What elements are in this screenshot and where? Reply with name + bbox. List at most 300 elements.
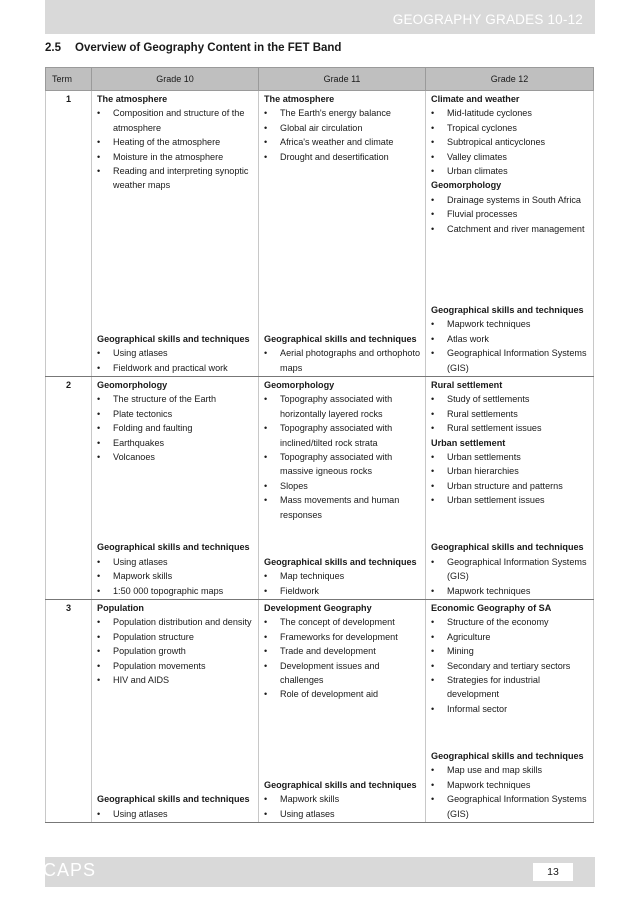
list-item [264, 615, 421, 629]
list-item [97, 569, 254, 583]
list-item [264, 450, 421, 479]
topic-title: Climate and weather [431, 94, 520, 104]
list-item-text: Folding and faulting [113, 423, 193, 434]
topic-list [97, 615, 254, 687]
list-item-text: Topography associated with horizontally layered rocks [280, 394, 393, 419]
bullet-icon: • [97, 423, 101, 434]
list-item-text: Earthquakes [113, 437, 165, 448]
list-item [97, 659, 254, 673]
topic-block [431, 378, 589, 436]
list-item-text: Structure of the economy [447, 617, 549, 628]
list-item-text: Tropical cyclones [447, 122, 517, 133]
bullet-icon: • [264, 137, 268, 148]
bullet-icon: • [431, 209, 435, 220]
list-item [431, 615, 589, 629]
list-item [97, 584, 254, 598]
list-item-text: Secondary and tertiary sectors [447, 660, 571, 671]
list-item-text: Mapwork techniques [447, 585, 531, 596]
grade-cell-content [259, 91, 425, 376]
topic-list [264, 615, 421, 701]
grade-cell [259, 600, 426, 823]
table-row [46, 91, 594, 377]
list-item [97, 150, 254, 164]
bullet-icon: • [264, 452, 268, 463]
skills-section [97, 540, 254, 598]
bullet-icon: • [97, 151, 101, 162]
list-item [97, 392, 254, 406]
bullet-icon: • [431, 452, 435, 463]
header-title: GEOGRAPHY GRADES 10-12 [392, 12, 583, 27]
list-item [264, 659, 421, 688]
bullet-icon: • [431, 151, 435, 162]
list-item-text: Informal sector [447, 703, 508, 714]
bullet-icon: • [97, 437, 101, 448]
bullet-icon: • [431, 480, 435, 491]
bullet-icon: • [431, 194, 435, 205]
list-item-text: The concept of development [280, 617, 395, 628]
bullet-icon: • [97, 617, 101, 628]
section-number: 2.5 [45, 42, 61, 54]
topic-title: Geomorphology [264, 380, 335, 390]
list-item [431, 317, 589, 331]
list-item-text: The Earth's energy balance [280, 108, 391, 119]
bullet-icon: • [431, 556, 435, 567]
list-item [431, 121, 589, 135]
list-item-text: Rural settlements [447, 408, 518, 419]
grade-cell [92, 600, 259, 823]
topic-list [264, 569, 421, 598]
bullet-icon: • [97, 348, 101, 359]
list-item [97, 135, 254, 149]
list-item-text: Topography associated with inclined/tilted rock strata [280, 423, 393, 448]
bullet-icon: • [431, 408, 435, 419]
overview-table [45, 67, 594, 823]
grade-cell [426, 600, 594, 823]
bullet-icon: • [431, 319, 435, 330]
list-item [431, 346, 589, 375]
bullet-icon: • [431, 166, 435, 177]
topic-title: The atmosphere [264, 94, 335, 104]
list-item [431, 392, 589, 406]
bullet-icon: • [431, 122, 435, 133]
list-item [431, 555, 589, 584]
bullet-icon: • [264, 122, 268, 133]
bullet-icon: • [264, 808, 268, 819]
list-item-text: HIV and AIDS [113, 675, 170, 686]
list-item-text: Global air circulation [280, 122, 363, 133]
term-cell: 3 [46, 600, 92, 823]
list-item [431, 630, 589, 644]
list-item-text: Map techniques [280, 571, 345, 582]
topic-title: Geographical skills and techniques [264, 333, 417, 344]
topic-title: The atmosphere [97, 94, 168, 104]
bullet-icon: • [431, 223, 435, 234]
topic-title: Geographical skills and techniques [431, 304, 584, 315]
skills-section [431, 540, 589, 598]
bullet-icon: • [431, 466, 435, 477]
topic-list [97, 392, 254, 464]
topic-title: Geomorphology [97, 380, 168, 390]
topic-title: Geographical skills and techniques [264, 779, 417, 790]
list-item [264, 792, 421, 806]
list-item-text: Using atlases [113, 348, 168, 359]
bullet-icon: • [97, 108, 101, 119]
page-number: 13 [533, 863, 573, 881]
bullet-icon: • [431, 333, 435, 344]
topic-title: Development Geography [264, 603, 372, 613]
bullet-icon: • [97, 571, 101, 582]
list-item [431, 778, 589, 792]
section-heading [45, 42, 341, 54]
bullet-icon: • [97, 394, 101, 405]
list-item [431, 150, 589, 164]
bullet-icon: • [264, 151, 268, 162]
list-item [97, 807, 254, 821]
grade-cell [92, 91, 259, 377]
topic-list [97, 555, 254, 598]
skills-section [431, 303, 589, 375]
topic-list [431, 763, 589, 821]
list-item [97, 407, 254, 421]
list-item-text: The structure of the Earth [113, 394, 217, 405]
list-item-text: Fluvial processes [447, 209, 518, 220]
topic-block [431, 436, 589, 508]
grade-cell-content [92, 600, 258, 822]
grade-cell-content [259, 600, 425, 822]
list-item-text: Mapwork techniques [447, 779, 531, 790]
list-item-text: Population distribution and density [113, 617, 252, 628]
topic-list [97, 106, 254, 192]
topic-list [264, 792, 421, 821]
topic-title: Economic Geography of SA [431, 603, 552, 613]
list-item-text: Geographical Information Systems (GIS) [447, 556, 587, 582]
list-item-text: Urban structure and patterns [447, 480, 563, 491]
topic-list [264, 392, 421, 522]
bullet-icon: • [97, 675, 101, 686]
section-title: Overview of Geography Content in the FET Band [75, 42, 342, 54]
list-item [264, 630, 421, 644]
grade-cell-content [426, 600, 593, 822]
skills-section [431, 749, 589, 821]
topic-title: Geographical skills and techniques [97, 542, 250, 553]
grade-cell [426, 377, 594, 600]
topic-title: Geographical skills and techniques [431, 542, 584, 553]
topic-list [431, 450, 589, 508]
list-item [431, 763, 589, 777]
content-section [264, 378, 421, 522]
topic-list [431, 392, 589, 435]
topic-block [97, 92, 254, 193]
bullet-icon: • [97, 362, 101, 373]
bullet-icon: • [264, 689, 268, 700]
grade-cell [92, 377, 259, 600]
list-item [431, 673, 589, 702]
bullet-icon: • [97, 166, 101, 177]
bullet-icon: • [97, 452, 101, 463]
grade-cell [426, 91, 594, 377]
list-item-text: Trade and development [280, 646, 376, 657]
list-item [431, 193, 589, 207]
list-item-text: Agriculture [447, 631, 491, 642]
list-item-text: Urban settlements [447, 452, 521, 463]
list-item [264, 569, 421, 583]
column-header-term: Term [46, 68, 92, 91]
list-item [431, 702, 589, 716]
topic-title: Geographical skills and techniques [97, 794, 250, 805]
grade-cell [259, 91, 426, 377]
list-item [264, 346, 421, 375]
list-item-text: Volcanoes [113, 452, 155, 463]
bullet-icon: • [431, 660, 435, 671]
list-item-text: Africa's weather and climate [280, 137, 394, 148]
topic-block [264, 92, 421, 164]
list-item-text: Mapwork skills [280, 794, 340, 805]
grade-cell-content [92, 377, 258, 599]
bullet-icon: • [264, 617, 268, 628]
bullet-icon: • [264, 423, 268, 434]
list-item [97, 555, 254, 569]
topic-list [431, 193, 589, 236]
list-item-text: Frameworks for development [280, 631, 398, 642]
grade-cell-content [426, 91, 593, 376]
list-item [97, 361, 254, 375]
list-item [97, 421, 254, 435]
list-item-text: Drainage systems in South Africa [447, 194, 581, 205]
bullet-icon: • [97, 585, 101, 596]
list-item-text: Geographical Information Systems (GIS) [447, 348, 587, 373]
bullet-icon: • [264, 394, 268, 405]
list-item [97, 106, 254, 135]
list-item [264, 644, 421, 658]
topic-block [97, 601, 254, 687]
content-section [97, 601, 254, 687]
list-item [97, 436, 254, 450]
list-item-text: Drought and desertification [280, 151, 389, 162]
bullet-icon: • [431, 495, 435, 506]
topic-title: Population [97, 603, 144, 613]
bullet-icon: • [264, 646, 268, 657]
list-item [431, 450, 589, 464]
list-item [431, 644, 589, 658]
list-item [264, 479, 421, 493]
list-item-text: Catchment and river management [447, 223, 585, 234]
list-item [431, 479, 589, 493]
bullet-icon: • [431, 631, 435, 642]
bullet-icon: • [431, 703, 435, 714]
bullet-icon: • [264, 794, 268, 805]
list-item [97, 673, 254, 687]
topic-block [97, 378, 254, 464]
list-item-text: Fieldwork [280, 585, 319, 596]
bullet-icon: • [431, 765, 435, 776]
list-item-text: Urban hierarchies [447, 466, 519, 477]
list-item-text: Mining [447, 646, 474, 657]
list-item-text: Plate tectonics [113, 408, 173, 419]
topic-title: Urban settlement [431, 437, 506, 448]
list-item-text: Strategies for industrial development [447, 675, 541, 700]
list-item-text: Study of settlements [447, 394, 530, 405]
list-item-text: Using atlases [280, 808, 335, 819]
list-item [431, 106, 589, 120]
bullet-icon: • [431, 423, 435, 434]
grade-cell-content [259, 377, 425, 599]
list-item-text: Map use and map skills [447, 765, 543, 776]
list-item-text: Heating of the atmosphere [113, 137, 221, 148]
list-item-text: Aerial photographs and orthophoto maps [280, 348, 421, 373]
list-item-text: Urban settlement issues [447, 495, 545, 506]
content-section [264, 92, 421, 164]
bullet-icon: • [97, 808, 101, 819]
list-item [97, 164, 254, 193]
topic-title: Rural settlement [431, 380, 503, 390]
list-item [431, 207, 589, 221]
list-item [97, 346, 254, 360]
bullet-icon: • [264, 495, 268, 506]
list-item [431, 493, 589, 507]
list-item [431, 421, 589, 435]
content-section [264, 601, 421, 702]
bullet-icon: • [97, 646, 101, 657]
topic-block [431, 92, 589, 178]
list-item [97, 615, 254, 629]
topic-list [264, 106, 421, 164]
grade-cell-content [92, 91, 258, 376]
list-item-text: Fieldwork and practical work [113, 362, 228, 373]
bullet-icon: • [431, 675, 435, 686]
list-item [264, 584, 421, 598]
list-item [264, 687, 421, 701]
bullet-icon: • [264, 585, 268, 596]
topic-list [264, 346, 421, 375]
footer-bar [45, 857, 595, 887]
topic-list [431, 615, 589, 716]
content-section [431, 92, 589, 236]
list-item-text: Mapwork skills [113, 571, 173, 582]
content-section [97, 378, 254, 464]
list-item [431, 332, 589, 346]
bullet-icon: • [97, 631, 101, 642]
topic-list [431, 106, 589, 178]
list-item-text: Composition and structure of the atmosphere [113, 108, 245, 133]
table-row [46, 377, 594, 600]
list-item [264, 493, 421, 522]
list-item-text: Geographical Information Systems (GIS) [447, 794, 587, 819]
list-item-text: Reading and interpreting synoptic weather maps [113, 166, 249, 191]
list-item-text: Slopes [280, 480, 308, 491]
list-item [264, 392, 421, 421]
list-item-text: Using atlases [113, 556, 168, 567]
bullet-icon: • [97, 137, 101, 148]
list-item [264, 135, 421, 149]
list-item-text: Topography associated with massive igneous rocks [280, 452, 393, 477]
column-header-grade-11: Grade 11 [259, 68, 426, 91]
bullet-icon: • [264, 108, 268, 119]
list-item [97, 644, 254, 658]
content-section [97, 92, 254, 193]
table-row [46, 600, 594, 823]
grade-cell [259, 377, 426, 600]
bullet-icon: • [431, 779, 435, 790]
list-item [431, 164, 589, 178]
list-item-text: Subtropical anticyclones [447, 137, 546, 148]
topic-block [431, 601, 589, 716]
term-cell: 1 [46, 91, 92, 377]
list-item-text: Moisture in the atmosphere [113, 151, 224, 162]
topic-list [431, 555, 589, 598]
list-item [264, 421, 421, 450]
list-item-text: Mapwork techniques [447, 319, 531, 330]
bullet-icon: • [431, 794, 435, 805]
list-item [97, 450, 254, 464]
topic-block [431, 178, 589, 236]
bullet-icon: • [264, 631, 268, 642]
list-item [431, 584, 589, 598]
list-item-text: Population structure [113, 631, 194, 642]
list-item-text: Population growth [113, 646, 186, 657]
list-item-text: Valley climates [447, 151, 507, 162]
topic-title: Geographical skills and techniques [431, 750, 584, 761]
bullet-icon: • [97, 408, 101, 419]
topic-list [431, 317, 589, 375]
topic-title: Geographical skills and techniques [264, 556, 417, 567]
skills-section [264, 778, 421, 821]
content-section [431, 601, 589, 716]
content-section [431, 378, 589, 508]
list-item [431, 792, 589, 821]
list-item [264, 807, 421, 821]
skills-section [97, 792, 254, 821]
topic-block [264, 601, 421, 702]
skills-section [264, 555, 421, 598]
list-item [431, 659, 589, 673]
bullet-icon: • [264, 660, 268, 671]
bullet-icon: • [264, 480, 268, 491]
column-header-grade-10: Grade 10 [92, 68, 259, 91]
list-item-text: Mid-latitude cyclones [447, 108, 532, 119]
bullet-icon: • [431, 585, 435, 596]
topic-block [264, 378, 421, 522]
list-item-text: Role of development aid [280, 689, 379, 700]
bullet-icon: • [431, 348, 435, 359]
topic-title: Geographical skills and techniques [97, 333, 250, 344]
topic-title: Geomorphology [431, 180, 502, 191]
term-cell: 2 [46, 377, 92, 600]
footer-caps-label: CAPS [43, 860, 97, 880]
list-item-text: Urban climates [447, 166, 508, 177]
bullet-icon: • [431, 137, 435, 148]
bullet-icon: • [97, 556, 101, 567]
bullet-icon: • [264, 348, 268, 359]
bullet-icon: • [431, 617, 435, 628]
bullet-icon: • [97, 660, 101, 671]
list-item [431, 464, 589, 478]
column-header-grade-12: Grade 12 [426, 68, 594, 91]
skills-section [264, 332, 421, 375]
topic-list [97, 346, 254, 375]
list-item [97, 630, 254, 644]
list-item-text: Development issues and challenges [280, 660, 380, 686]
list-item [264, 106, 421, 120]
list-item-text: Atlas work [447, 333, 489, 344]
skills-section [97, 332, 254, 375]
bullet-icon: • [431, 108, 435, 119]
list-item [264, 150, 421, 164]
list-item-text: Rural settlement issues [447, 423, 542, 434]
list-item-text: Mass movements and human responses [280, 495, 400, 520]
list-item-text: Using atlases [113, 808, 168, 819]
grade-cell-content [426, 377, 593, 599]
topic-list [97, 807, 254, 821]
